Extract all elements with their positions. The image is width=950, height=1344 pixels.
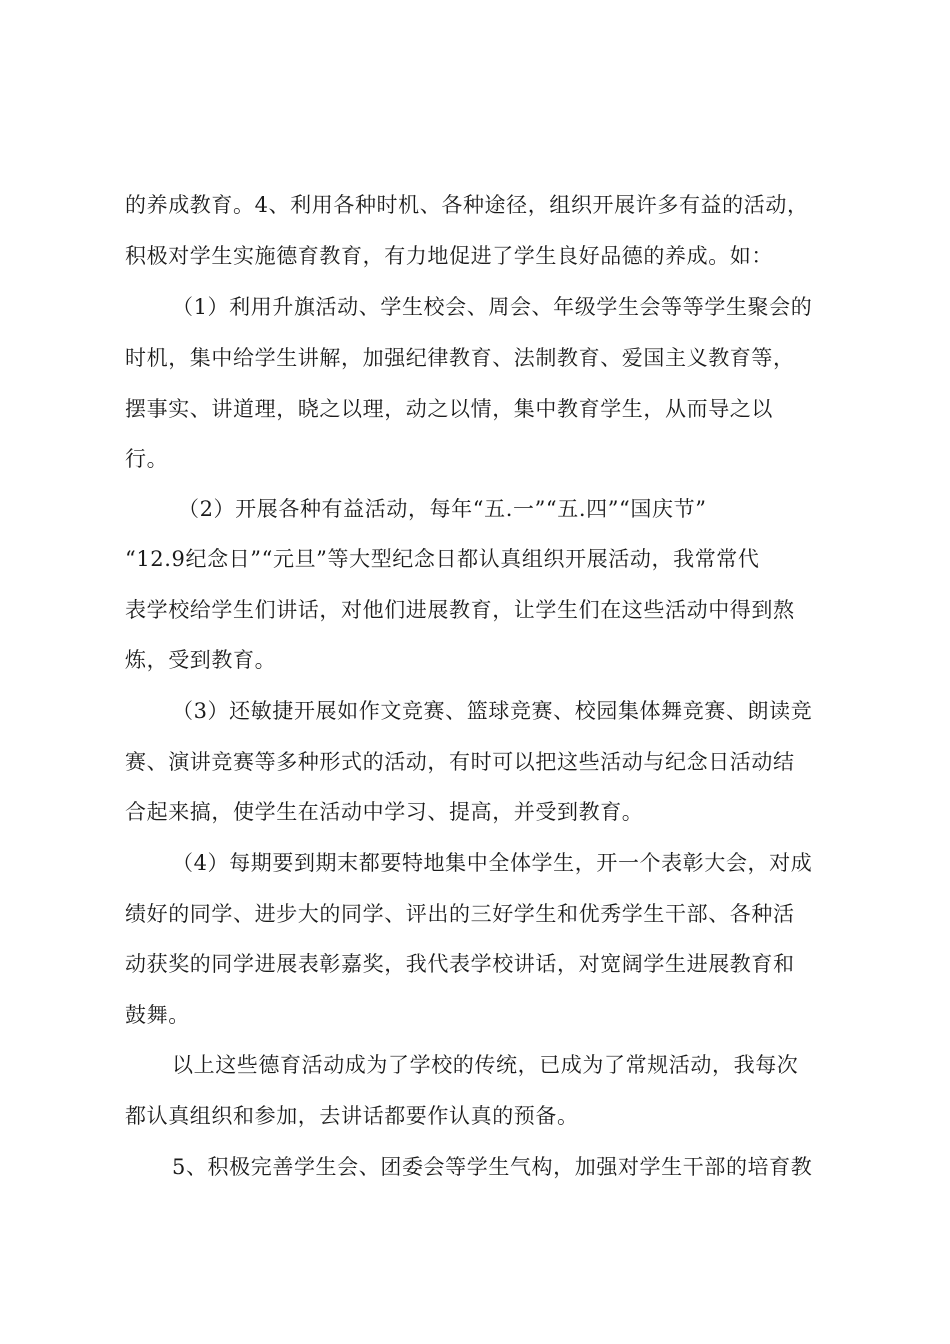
text-line: 鼓舞。 bbox=[125, 1003, 190, 1027]
text-line: 积极对学生实施德育教育，有力地促进了学生良好品德的养成。如： bbox=[125, 244, 773, 268]
text-line: 都认真组织和参加，去讲话都要作认真的预备。 bbox=[125, 1104, 579, 1128]
text-line: 炼，受到教育。 bbox=[125, 648, 277, 672]
text-line: 动获奖的同学进展表彰嘉奖，我代表学校讲话，对宽阔学生进展教育和 bbox=[125, 952, 795, 976]
text-line: （2）开展各种有益活动，每年“五.一”“五.四”“国庆节” bbox=[178, 497, 707, 521]
text-line: 摆事实、讲道理，晓之以理，动之以情，集中教育学生，从而导之以 bbox=[125, 397, 773, 421]
text-line: 赛、演讲竞赛等多种形式的活动，有时可以把这些活动与纪念日活动结 bbox=[125, 750, 795, 774]
text-line: 绩好的同学、进步大的同学、评出的三好学生和优秀学生干部、各种活 bbox=[125, 902, 795, 926]
text-line: （1）利用升旗活动、学生校会、周会、年级学生会等等学生聚会的 bbox=[172, 295, 813, 319]
text-line: （3）还敏捷开展如作文竞赛、篮球竞赛、校园集体舞竞赛、朗读竞 bbox=[172, 699, 813, 723]
text-line: 时机，集中给学生讲解，加强纪律教育、法制教育、爱国主义教育等， bbox=[125, 346, 795, 370]
text-line: 表学校给学生们讲话，对他们进展教育，让学生们在这些活动中得到熬 bbox=[125, 598, 795, 622]
text-line: “12.9纪念日”“元旦”等大型纪念日都认真组织开展活动，我常常代 bbox=[125, 547, 760, 571]
text-line: （4）每期要到期末都要特地集中全体学生，开一个表彰大会，对成 bbox=[172, 851, 813, 875]
text-line: 的养成教育。4、利用各种时机、各种途径，组织开展许多有益的活动， bbox=[125, 193, 809, 217]
text-line: 合起来搞，使学生在活动中学习、提高，并受到教育。 bbox=[125, 800, 644, 824]
text-line: 行。 bbox=[125, 447, 169, 471]
text-line: 以上这些德育活动成为了学校的传统，已成为了常规活动，我每次 bbox=[172, 1053, 799, 1077]
text-line: 5、积极完善学生会、团委会等学生气构，加强对学生干部的培育教 bbox=[172, 1155, 813, 1179]
